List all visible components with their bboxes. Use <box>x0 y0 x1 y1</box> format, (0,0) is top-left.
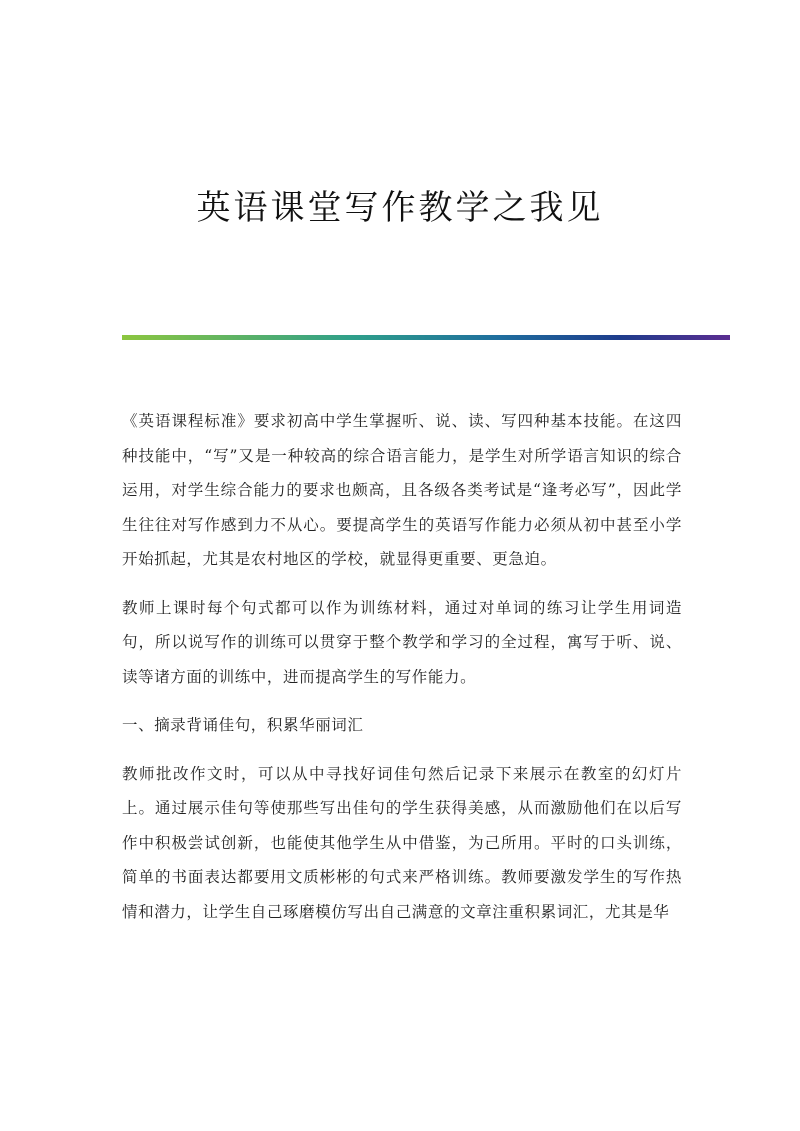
title-divider <box>122 335 730 340</box>
document-body <box>122 404 682 943</box>
document-title: 英语课堂写作教学之我见 <box>196 188 604 228</box>
paragraph-training: 教师上课时每个句式都可以作为训练材料，通过对单词的练习让学生用词造句，所以说写作的训练可以贯穿于整个教学和学习的全过程，寓写于听、说、读等诸方面的训练中，进而提高学生的写作能力。 <box>122 598 682 686</box>
paragraph-excerpt: 教师批改作文时，可以从中寻找好词佳句然后记录下来展示在教室的幻灯片上。通过展示佳句等使那些写出佳句的学生获得美感，从而激励他们在以后写作中积极尝试创新，也能使其他学生从中借鉴，为己所用。平时的口头训练，简单的书面表达都要用文质彬彬的句式来严格训练。教师要激发学生的写作热情和潜力，让学生自己琢磨模仿写出自己满意的文章注重积累词汇，尤其是华 <box>122 764 682 921</box>
paragraph-intro: 《英语课程标准》要求初高中学生掌握听、说、读、写四种基本技能。在这四种技能中，“写”又是一种较高的综合语言能力，是学生对所学语言知识的综合运用，对学生综合能力的要求也颇高，且各级各类考试是“逢考必写”，因此学生往往对写作感到力不从心。要提高学生的英语写作能力必须从初中甚至小学开始抓起，尤其是农村地区的学校，就显得更重要、更急迫。 <box>122 412 682 568</box>
section-heading-1: 一、摘录背诵佳句，积累华丽词汇 <box>122 716 364 734</box>
